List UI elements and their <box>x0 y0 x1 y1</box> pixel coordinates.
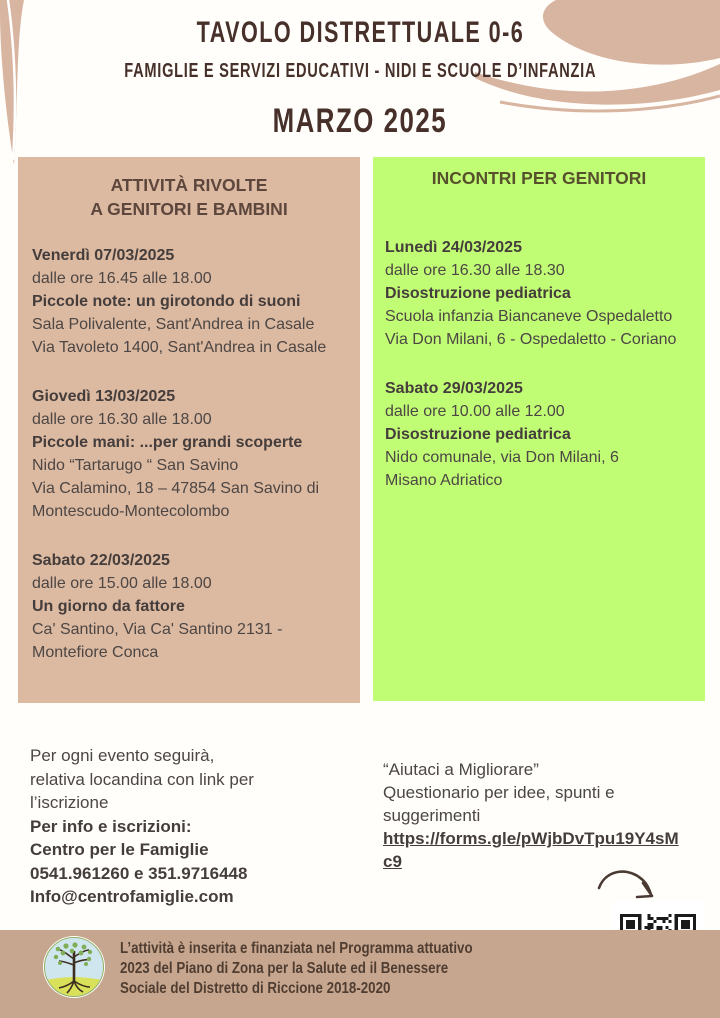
survey-text-line: suggerimenti <box>383 806 481 825</box>
tree-logo <box>42 935 106 999</box>
month-label-text: MARZO 2025 <box>272 102 448 140</box>
footer-bar <box>0 930 720 1018</box>
info-note-line: relativa locandina con link per <box>30 769 254 789</box>
event-date: Lunedì 24/03/2025 <box>385 239 522 256</box>
month-label <box>0 102 720 141</box>
activities-panel-heading <box>32 173 346 221</box>
event-location: Nido “Tartarugo “ San Savino <box>32 457 239 474</box>
event-location: Via Calamino, 18 – 47854 San Savino di Montescudo-Montecolombo <box>32 480 320 520</box>
event-location: Sala Polivalente, Sant'Andrea in Casale <box>32 316 315 333</box>
event-date: Giovedì 13/03/2025 <box>32 388 176 405</box>
info-email: Info@centrofamiglie.com <box>30 887 234 906</box>
event-time: dalle ore 16.30 alle 18.00 <box>32 411 212 428</box>
event-time: dalle ore 15.00 alle 18.00 <box>32 575 212 592</box>
event-location: Via Don Milani, 6 - Ospedaletto - Coriano <box>385 331 677 348</box>
event-location: Nido comunale, via Don Milani, 6 <box>385 449 619 466</box>
event-title: Piccole note: un girotondo di suoni <box>32 293 301 310</box>
event-item <box>32 549 346 664</box>
event-time: dalle ore 10.00 alle 12.00 <box>385 403 565 420</box>
info-note-line: Per ogni evento seguirà, <box>30 746 215 765</box>
flyer-subtitle <box>0 60 720 83</box>
info-contact-line: Centro per le Famiglie <box>30 840 209 859</box>
event-title: Piccole mani: ...per grandi scoperte <box>32 434 303 451</box>
survey-form-link[interactable]: https://forms.gle/pWjbDvTpu19Y4sMc9 <box>383 829 679 871</box>
activities-panel <box>18 157 360 703</box>
info-block <box>30 744 320 909</box>
event-location: Via Tavoleto 1400, Sant'Andrea in Casale <box>32 339 327 356</box>
event-time: dalle ore 16.45 alle 18.00 <box>32 270 212 287</box>
flyer-title-text: TAVOLO DISTRETTUALE 0-6 <box>196 16 524 49</box>
event-date: Venerdì 07/03/2025 <box>32 247 175 264</box>
event-date: Sabato 29/03/2025 <box>385 380 523 397</box>
event-location: Scuola infanzia Biancaneve Ospedaletto <box>385 308 673 325</box>
activities-heading-line1: ATTIVITÀ RIVOLTE <box>110 175 268 195</box>
survey-block <box>383 758 685 873</box>
event-title: Disostruzione pediatrica <box>385 426 571 443</box>
footer-funding-text <box>120 939 473 999</box>
info-contact-line: Per info e iscrizioni: <box>30 816 192 836</box>
meetings-panel <box>373 157 705 701</box>
info-note-line: l’iscrizione <box>30 793 109 812</box>
activities-heading-line2: A GENITORI E BAMBINI <box>90 199 288 219</box>
event-location: Misano Adriatico <box>385 472 503 489</box>
event-title: Disostruzione pediatrica <box>385 285 571 302</box>
survey-quote: “Aiutaci a Migliorare” <box>383 760 539 779</box>
flyer-subtitle-text: FAMIGLIE E SERVIZI EDUCATIVI - NIDI E SCUOLE D’INFANZIA <box>124 60 596 82</box>
event-item <box>385 377 693 492</box>
info-phone-numbers: 0541.961260 e 351.9716448 <box>30 863 248 883</box>
event-item <box>32 385 346 523</box>
footer-text-line: L’attività è inserita e finanziata nel Programma attuativo <box>120 940 473 957</box>
event-date: Sabato 22/03/2025 <box>32 552 170 569</box>
event-item <box>385 236 693 351</box>
footer-text-line: 2023 del Piano di Zona per la Salute ed il Benessere <box>120 960 449 977</box>
event-item <box>32 244 346 359</box>
event-title: Un giorno da fattore <box>32 598 185 615</box>
footer-text-line: Sociale del Distretto di Riccione 2018-2020 <box>120 980 391 997</box>
meetings-panel-heading: INCONTRI PER GENITORI <box>431 168 647 188</box>
survey-text-line: Questionario per idee, spunti e <box>383 783 615 802</box>
event-time: dalle ore 16.30 alle 18.30 <box>385 262 565 279</box>
flyer-title <box>0 16 720 50</box>
event-location: Ca' Santino, Via Ca' Santino 2131 - Montefiore Conca <box>32 621 283 661</box>
